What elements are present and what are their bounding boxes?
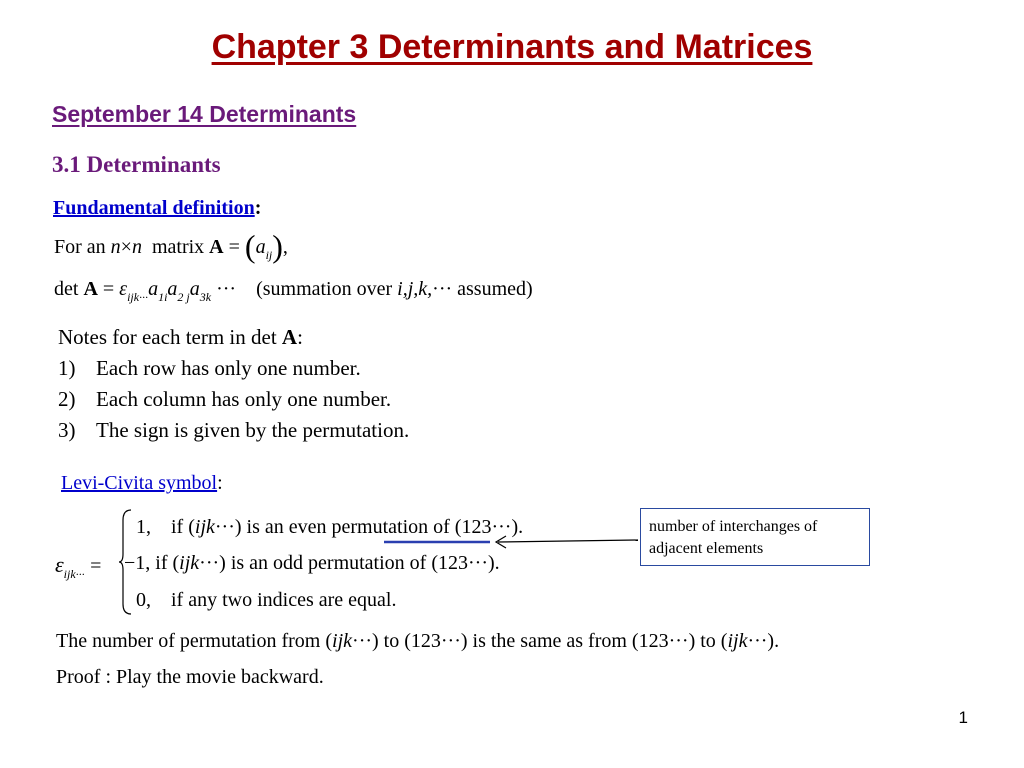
definition-line-1: For an n×n matrix $A = (a_{ij})$,: [54, 228, 288, 264]
proof-statement: Proof : Play the movie backward.: [56, 666, 324, 688]
case-even: 1, if (ijk···) is an even permutation of (123···).: [136, 516, 524, 538]
notes-list: [58, 322, 409, 446]
slide-subtitle: September 14 Determinants: [52, 101, 357, 127]
fundamental-definition-heading: Fundamental definition:: [53, 197, 262, 219]
interchanges-note-box: number of interchanges of adjacent elements: [640, 508, 870, 566]
list-item: 3) The sign is given by the permutation.: [58, 418, 410, 442]
list-item: 2) Each column has only one number.: [58, 387, 392, 411]
case-zero: 0, if any two indices are equal.: [136, 589, 397, 611]
case-odd: −1, if (ijk···) is an odd permutation of (123···).: [124, 552, 500, 574]
levi-civita-link[interactable]: Levi-Civita symbol: [61, 472, 218, 494]
slide-title: Chapter 3 Determinants and Matrices: [211, 28, 813, 66]
levi-civita-heading: Levi-Civita symbol:: [61, 472, 223, 494]
annotation-arrow: [380, 530, 642, 554]
definition-line-2: $\det A = \varepsilon_{ijk\cdot\cdot\cdot}a_{1i}a_{2 j}a_{3k}$ ··· (summation over i,j,k,··· assumed): [54, 278, 533, 304]
permutation-statement: The number of permutation from (ijk···) to (123···) is the same as from (123···) to (ijk···).: [56, 630, 780, 652]
levi-civita-lhs: $\varepsilon_{ijk\cdot\cdot\cdot}$ =: [55, 552, 102, 581]
page-number: 1: [958, 708, 968, 727]
section-heading: 3.1 Determinants: [52, 152, 221, 177]
list-item: 1) Each row has only one number.: [58, 356, 361, 380]
fundamental-definition-link[interactable]: Fundamental definition: [53, 197, 255, 219]
notes-heading: Notes for each term in det A:: [58, 325, 303, 349]
